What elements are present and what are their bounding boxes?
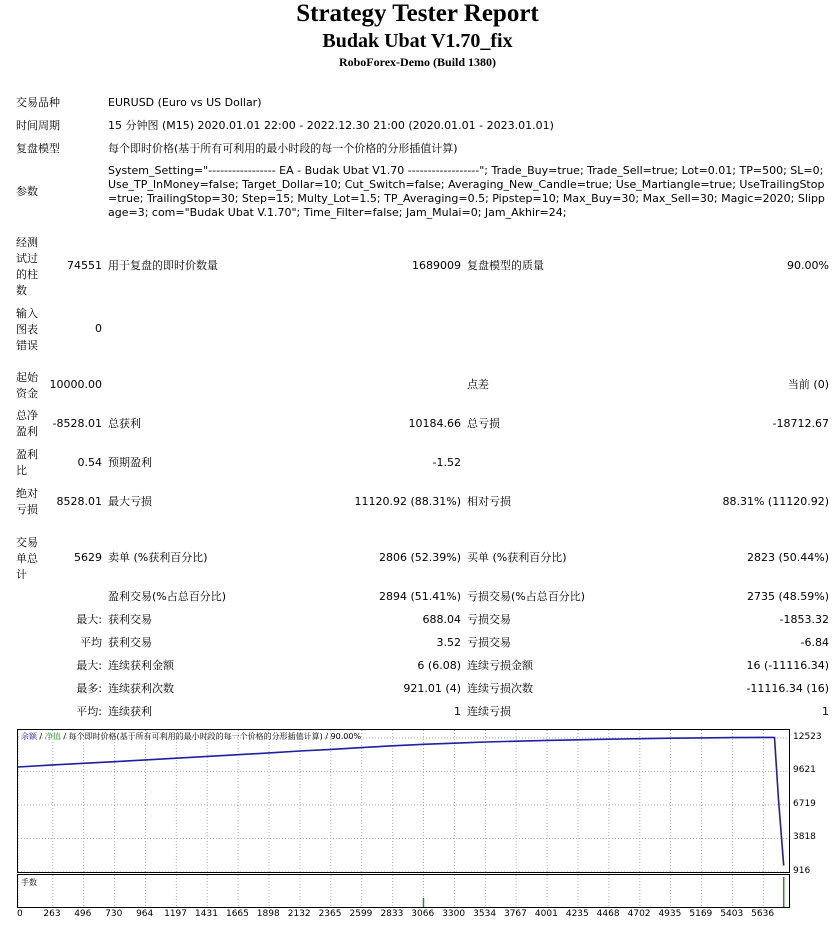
symbol-label: 交易品种 xyxy=(16,96,60,109)
y-tick-label: 12523 xyxy=(793,731,822,742)
period-value: 15 分钟图 (M15) 2020.01.01 22:00 - 2022.12.30 21:00 (2020.01.01 - 2023.01.01) xyxy=(108,119,554,132)
x-tick-label: 1898 xyxy=(256,909,280,919)
x-tick-label: 4235 xyxy=(565,909,589,919)
x-tick-label: 5636 xyxy=(751,909,775,919)
largest-prefix: 最大: xyxy=(76,613,102,626)
period-label: 时间周期 xyxy=(16,119,60,132)
y-tick-label: 9621 xyxy=(793,765,816,776)
grossloss-value: -18712.67 xyxy=(772,417,829,430)
x-tick-label: 730 xyxy=(105,909,123,919)
model-label: 复盘模型 xyxy=(16,142,60,155)
x-tick-label: 5403 xyxy=(720,909,744,919)
errors-value: 0 xyxy=(95,322,102,335)
pf-label: 盈利比 xyxy=(16,448,38,477)
expert-name: Budak Ubat V1.70_fix xyxy=(322,30,513,52)
avgcons-win-value: 1 xyxy=(454,705,461,718)
legend-balance: 余额 xyxy=(21,732,37,741)
lots-label: 手数 xyxy=(21,878,37,887)
avgcons-loss-label: 连续亏损 xyxy=(467,705,511,718)
x-tick-label: 4935 xyxy=(658,909,682,919)
loss-trades-value: 2735 (48.59%) xyxy=(746,590,829,603)
grossprofit-value: 10184.66 xyxy=(408,417,461,430)
errors-label: 输入图表错误 xyxy=(16,307,38,352)
absdd-value: 8528.01 xyxy=(56,495,102,508)
largest-loss-value: -1853.32 xyxy=(779,613,829,626)
netprofit-label: 总净盈利 xyxy=(16,409,38,438)
profit-trades-label: 盈利交易(%占总百分比) xyxy=(108,590,227,603)
x-tick-label: 496 xyxy=(74,909,92,919)
netprofit-value: -8528.01 xyxy=(52,417,102,430)
legend-rest: / 每个即时价格(基于所有可利用的最小时段的每一个价格的分形插值计算) / 90.00% xyxy=(60,732,362,741)
lots-chart-plot xyxy=(18,875,789,907)
profit-trades-value: 2894 (51.41%) xyxy=(378,590,461,603)
expected-label: 预期盈利 xyxy=(108,456,152,469)
spread-label: 点差 xyxy=(467,378,489,391)
quality-label: 复盘模型的质量 xyxy=(467,259,544,272)
x-tick-label: 2833 xyxy=(380,909,404,919)
legend-equity: 净值 xyxy=(44,732,61,741)
maxcons-win-value: 6 (6.08) xyxy=(417,659,461,672)
reldd-value: 88.31% (11120.92) xyxy=(722,495,829,508)
x-tick-label: 3300 xyxy=(442,909,466,919)
largest-profit-label: 获利交易 xyxy=(108,613,152,626)
maxconsloss-label: 连续亏损次数 xyxy=(467,682,533,695)
x-tick-label: 3534 xyxy=(473,909,497,919)
x-tick-label: 263 xyxy=(43,909,61,919)
grossloss-label: 总亏损 xyxy=(467,417,500,430)
maxcons-win-label: 连续获利金额 xyxy=(108,659,174,672)
maxdd-value: 11120.92 (88.31%) xyxy=(354,495,461,508)
series-line-balance xyxy=(18,737,784,865)
quality-value: 90.00% xyxy=(787,259,829,272)
absdd-label: 绝对亏损 xyxy=(16,487,38,516)
x-tick-label: 5169 xyxy=(689,909,713,919)
trades-value: 5629 xyxy=(74,551,102,564)
average-prefix: 平均 xyxy=(80,636,102,649)
long-value: 2823 (50.44%) xyxy=(746,551,829,564)
maxcons-loss-value: 16 (-11116.34) xyxy=(746,659,829,672)
legend-separator: / xyxy=(37,732,45,741)
ticks-label: 用于复盘的即时价数量 xyxy=(108,259,218,272)
largest-loss-label: 亏损交易 xyxy=(467,613,511,626)
y-tick-label: 6719 xyxy=(793,798,816,809)
avgcons-win-label: 连续获利 xyxy=(108,705,152,718)
short-label: 卖单 (%获利百分比) xyxy=(108,551,208,564)
x-tick-label: 3066 xyxy=(411,909,435,919)
x-tick-label: 2132 xyxy=(287,909,311,919)
lots-chart xyxy=(17,874,790,908)
pf-value: 0.54 xyxy=(77,456,102,469)
server-build: RoboForex-Demo (Build 1380) xyxy=(338,55,497,69)
bars-value: 74551 xyxy=(67,259,102,272)
maxconsprofit-label: 连续获利次数 xyxy=(108,682,174,695)
x-tick-label: 4001 xyxy=(534,909,558,919)
y-tick-label: 3818 xyxy=(793,832,816,843)
trades-label: 交易单总计 xyxy=(16,536,38,581)
largest-profit-value: 688.04 xyxy=(422,613,461,626)
x-tick-label: 1197 xyxy=(164,909,187,919)
average-loss-value: -6.84 xyxy=(800,636,829,649)
x-tick-label: 3767 xyxy=(503,909,527,919)
ticks-value: 1689009 xyxy=(412,259,461,272)
x-tick-label: 2365 xyxy=(318,909,342,919)
x-tick-label: 4468 xyxy=(596,909,620,919)
balance-chart xyxy=(17,729,790,873)
params-value: System_Setting="----------------- EA - Budak Ubat V1.70 ------------------"; Trade_Buy=true; Trade_Sell=true; Lot=0.01; TP=500; SL=0; Use_TP_InMoney=false; Target_Dollar=10; Cut_Switch=false; Averaging_New_Candle=true; Use_Martiangle=true; UseTrailingStop=true; TrailingStop=30; Step=15; Multy_Lot=1.5; TP_Averaging=0.5; Pipstep=10; Max_Buy=30; Max_Sell=30; Magic=2020; Slippage=3; com="Budak Ubat V.1.70"; Time_Filter=false; Jam_Mulai=0; Jam_Akhir=24; xyxy=(108,164,825,219)
spread-value: 当前 (0) xyxy=(787,378,829,391)
maxconsloss-value: -11116.34 (16) xyxy=(746,682,829,695)
model-value: 每个即时价格(基于所有可利用的最小时段的每一个价格的分形插值计算) xyxy=(108,142,458,155)
chart-legend xyxy=(21,732,361,742)
deposit-value: 10000.00 xyxy=(49,378,102,391)
reldd-label: 相对亏损 xyxy=(467,495,511,508)
short-value: 2806 (52.39%) xyxy=(378,551,461,564)
symbol-value: EURUSD (Euro vs US Dollar) xyxy=(108,96,262,109)
grossprofit-label: 总获利 xyxy=(108,417,141,430)
balance-chart-plot xyxy=(18,730,789,872)
maxconsprofit-value: 921.01 (4) xyxy=(403,682,461,695)
x-tick-label: 4702 xyxy=(627,909,651,919)
avgcons-prefix: 平均: xyxy=(76,705,102,718)
report-title: Strategy Tester Report xyxy=(296,0,539,27)
avgcons-loss-value: 1 xyxy=(822,705,829,718)
maxcons-prefix: 最大: xyxy=(76,659,102,672)
average-profit-value: 3.52 xyxy=(436,636,461,649)
maxdd-label: 最大亏损 xyxy=(108,495,152,508)
y-tick-label: 916 xyxy=(793,866,811,876)
x-tick-label: 964 xyxy=(136,909,154,919)
x-tick-label: 2599 xyxy=(349,909,373,919)
x-tick-label: 0 xyxy=(17,909,23,919)
deposit-label: 起始资金 xyxy=(16,371,38,400)
bars-label: 经测试过的柱数 xyxy=(16,236,38,297)
x-tick-label: 1431 xyxy=(195,909,218,919)
maxconsprofit-prefix: 最多: xyxy=(76,682,102,695)
x-tick-label: 1665 xyxy=(225,909,249,919)
params-label: 参数 xyxy=(16,185,38,198)
loss-trades-label: 亏损交易(%占总百分比) xyxy=(467,590,586,603)
expected-value: -1.52 xyxy=(432,456,461,469)
maxcons-loss-label: 连续亏损金额 xyxy=(467,659,533,672)
average-profit-label: 获利交易 xyxy=(108,636,152,649)
average-loss-label: 亏损交易 xyxy=(467,636,511,649)
long-label: 买单 (%获利百分比) xyxy=(467,551,567,564)
